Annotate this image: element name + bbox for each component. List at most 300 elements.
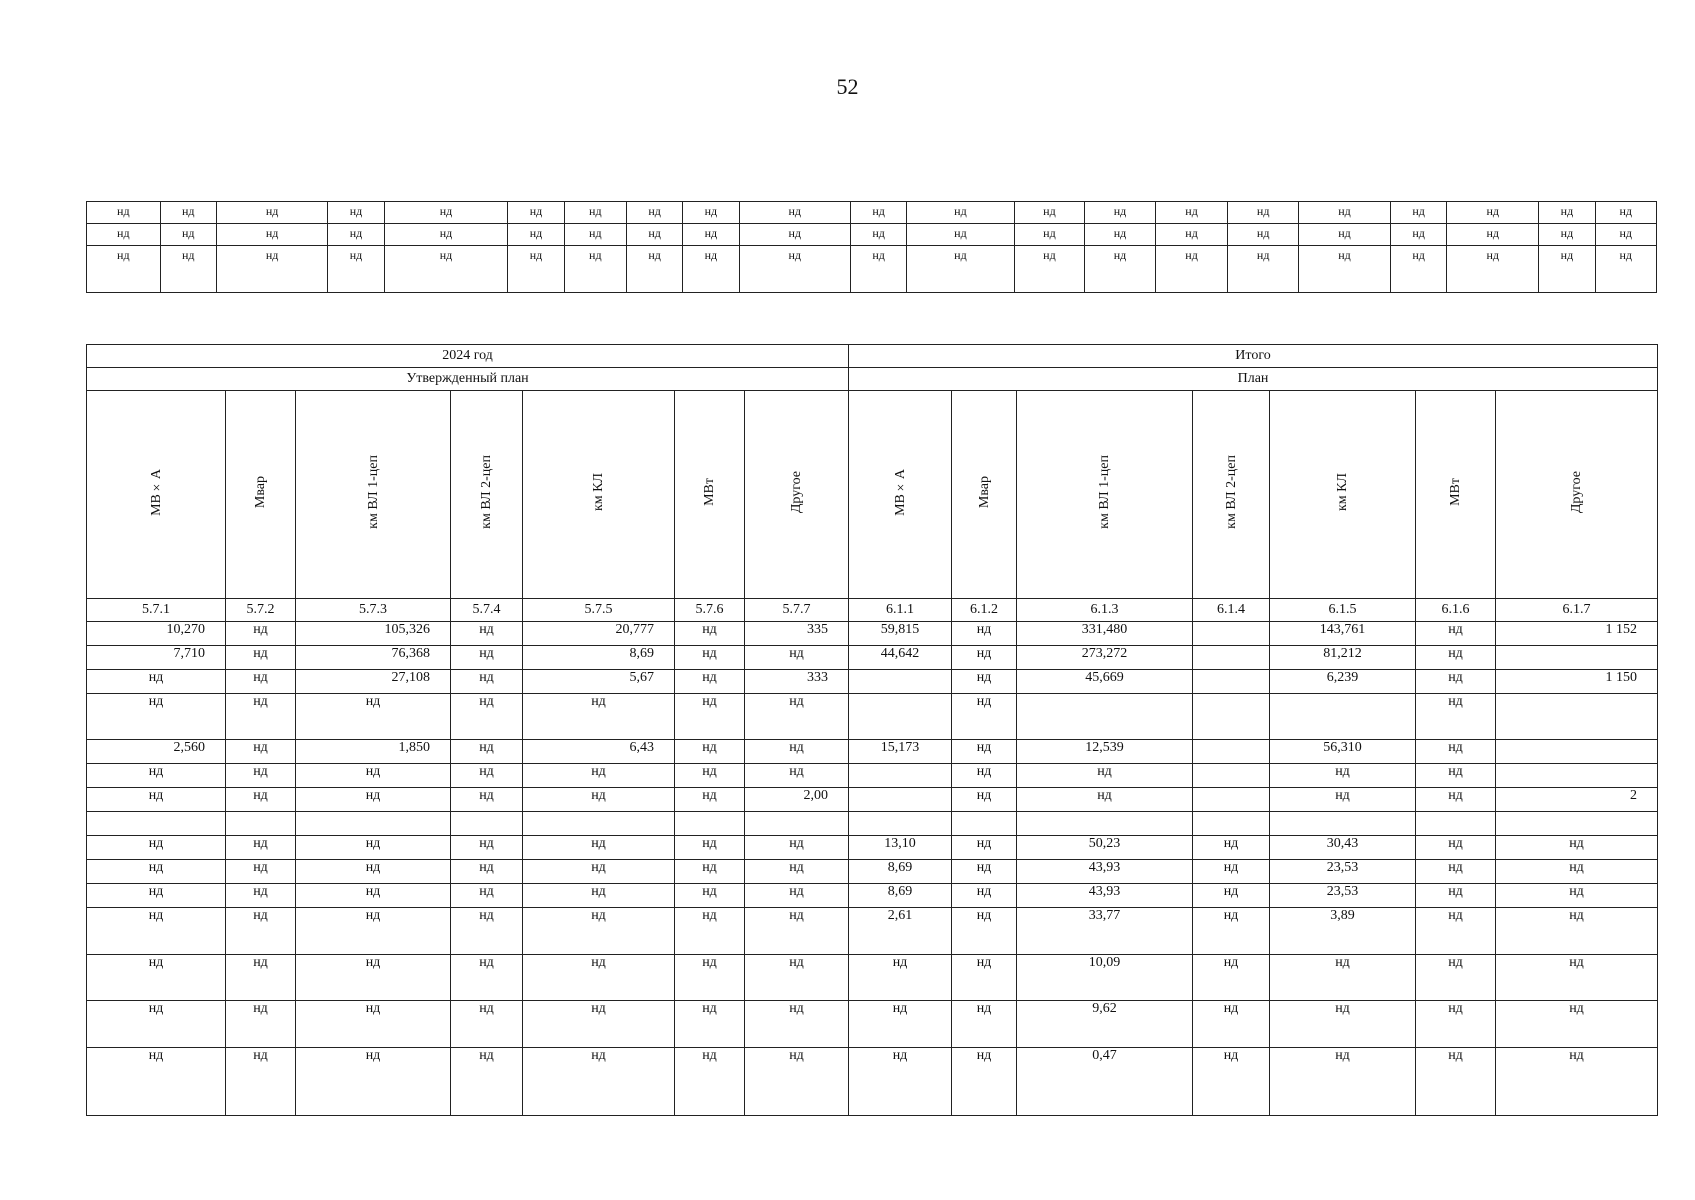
data-cell bbox=[1193, 812, 1270, 836]
data-cell: нд bbox=[226, 622, 296, 646]
data-row bbox=[87, 884, 1658, 908]
top-table-cell: нд bbox=[1447, 224, 1539, 246]
column-code: 6.1.4 bbox=[1193, 599, 1270, 622]
column-code: 6.1.6 bbox=[1416, 599, 1496, 622]
data-cell: 23,53 bbox=[1270, 860, 1416, 884]
data-cell: 43,93 bbox=[1017, 860, 1193, 884]
data-cell: нд bbox=[952, 694, 1017, 740]
data-cell: нд bbox=[87, 836, 226, 860]
top-table-cell: нд bbox=[216, 202, 327, 224]
column-code: 6.1.7 bbox=[1496, 599, 1658, 622]
data-cell: нд bbox=[226, 1048, 296, 1116]
data-cell: нд bbox=[952, 955, 1017, 1001]
data-cell bbox=[1496, 812, 1658, 836]
column-header bbox=[451, 391, 523, 599]
data-cell: нд bbox=[1416, 788, 1496, 812]
data-cell: 1 152 bbox=[1496, 622, 1658, 646]
data-cell: нд bbox=[675, 1001, 745, 1048]
data-cell: нд bbox=[87, 955, 226, 1001]
data-cell: 59,815 bbox=[849, 622, 952, 646]
column-header bbox=[745, 391, 849, 599]
top-table-cell: нд bbox=[1014, 224, 1085, 246]
data-cell: нд bbox=[745, 764, 849, 788]
data-cell: нд bbox=[296, 1001, 451, 1048]
data-cell: нд bbox=[1017, 764, 1193, 788]
data-cell: нд bbox=[1270, 788, 1416, 812]
data-cell: нд bbox=[1496, 908, 1658, 955]
data-row bbox=[87, 694, 1658, 740]
top-table-cell: нд bbox=[851, 224, 907, 246]
data-cell: нд bbox=[523, 1048, 675, 1116]
top-table-cell: нд bbox=[384, 246, 508, 293]
top-table-cell: нд bbox=[1595, 202, 1656, 224]
column-code: 5.7.2 bbox=[226, 599, 296, 622]
data-cell: нд bbox=[451, 1001, 523, 1048]
data-cell: 333 bbox=[745, 670, 849, 694]
data-cell bbox=[523, 812, 675, 836]
data-cell: нд bbox=[87, 860, 226, 884]
data-cell: нд bbox=[226, 836, 296, 860]
data-cell: нд bbox=[1496, 1001, 1658, 1048]
data-cell bbox=[226, 812, 296, 836]
data-cell: нд bbox=[745, 694, 849, 740]
column-code: 5.7.6 bbox=[675, 599, 745, 622]
top-table-cell: нд bbox=[1228, 202, 1299, 224]
data-cell: нд bbox=[1416, 622, 1496, 646]
data-cell: нд bbox=[296, 955, 451, 1001]
top-table-cell: нд bbox=[683, 202, 739, 224]
data-row bbox=[87, 836, 1658, 860]
data-cell: нд bbox=[849, 1048, 952, 1116]
data-cell: нд bbox=[87, 670, 226, 694]
data-cell bbox=[849, 812, 952, 836]
data-cell: 1,850 bbox=[296, 740, 451, 764]
top-table-cell: нд bbox=[907, 224, 1014, 246]
group-header-2024: 2024 год bbox=[87, 345, 849, 368]
data-cell bbox=[1496, 646, 1658, 670]
column-header-label: МВ×А bbox=[892, 468, 908, 516]
data-cell: 15,173 bbox=[849, 740, 952, 764]
data-cell: нд bbox=[675, 622, 745, 646]
column-code: 5.7.3 bbox=[296, 599, 451, 622]
data-cell: нд bbox=[296, 884, 451, 908]
data-cell: нд bbox=[226, 884, 296, 908]
data-cell: нд bbox=[675, 884, 745, 908]
top-table-cell: нд bbox=[627, 246, 683, 293]
data-cell: 13,10 bbox=[849, 836, 952, 860]
column-header bbox=[1496, 391, 1658, 599]
data-cell: нд bbox=[952, 884, 1017, 908]
data-cell: 335 bbox=[745, 622, 849, 646]
data-cell: нд bbox=[745, 1001, 849, 1048]
data-cell: нд bbox=[675, 836, 745, 860]
top-table-cell: нд bbox=[683, 224, 739, 246]
top-table-cell: нд bbox=[328, 246, 384, 293]
data-cell: нд bbox=[523, 836, 675, 860]
data-cell bbox=[87, 812, 226, 836]
data-cell bbox=[849, 670, 952, 694]
data-cell: нд bbox=[952, 860, 1017, 884]
data-cell: нд bbox=[226, 788, 296, 812]
data-cell: нд bbox=[675, 646, 745, 670]
data-cell bbox=[1496, 694, 1658, 740]
top-table-cell: нд bbox=[1390, 202, 1446, 224]
data-cell: нд bbox=[1496, 1048, 1658, 1116]
column-code: 5.7.7 bbox=[745, 599, 849, 622]
data-cell: нд bbox=[952, 836, 1017, 860]
data-cell: нд bbox=[296, 694, 451, 740]
data-cell: нд bbox=[675, 788, 745, 812]
data-row bbox=[87, 646, 1658, 670]
data-cell: 6,239 bbox=[1270, 670, 1416, 694]
column-header bbox=[296, 391, 451, 599]
column-header-label: км ВЛ 1-цеп bbox=[1097, 455, 1112, 529]
column-header-label: км ВЛ 2-цеп bbox=[1223, 455, 1239, 529]
data-cell: нд bbox=[523, 694, 675, 740]
top-table-cell: нд bbox=[1228, 246, 1299, 293]
data-cell: нд bbox=[1193, 884, 1270, 908]
column-header-label: км ВЛ 1-цеп bbox=[365, 455, 381, 529]
top-table-cell: нд bbox=[160, 202, 216, 224]
top-table-cell: нд bbox=[508, 246, 564, 293]
data-cell: нд bbox=[1193, 836, 1270, 860]
data-cell: нд bbox=[1416, 955, 1496, 1001]
column-header-label: км КЛ bbox=[591, 473, 606, 511]
data-cell: 5,67 bbox=[523, 670, 675, 694]
data-cell bbox=[1017, 812, 1193, 836]
data-cell: нд bbox=[675, 1048, 745, 1116]
data-cell: 143,761 bbox=[1270, 622, 1416, 646]
data-row bbox=[87, 622, 1658, 646]
data-cell: нд bbox=[1416, 646, 1496, 670]
data-cell: нд bbox=[226, 646, 296, 670]
data-cell: 3,89 bbox=[1270, 908, 1416, 955]
data-cell: нд bbox=[952, 788, 1017, 812]
column-header bbox=[675, 391, 745, 599]
data-cell: нд bbox=[952, 670, 1017, 694]
column-code: 5.7.5 bbox=[523, 599, 675, 622]
top-table-cell: нд bbox=[216, 246, 327, 293]
column-header bbox=[1193, 391, 1270, 599]
column-header bbox=[523, 391, 675, 599]
column-header bbox=[952, 391, 1017, 599]
data-cell bbox=[952, 812, 1017, 836]
data-cell: нд bbox=[952, 764, 1017, 788]
column-header bbox=[226, 391, 296, 599]
data-cell: 56,310 bbox=[1270, 740, 1416, 764]
data-cell bbox=[1496, 764, 1658, 788]
top-table-cell: нд bbox=[1014, 246, 1085, 293]
data-cell: нд bbox=[451, 622, 523, 646]
data-cell: 331,480 bbox=[1017, 622, 1193, 646]
column-header bbox=[1416, 391, 1496, 599]
top-table-cell: нд bbox=[160, 246, 216, 293]
data-cell bbox=[1416, 812, 1496, 836]
data-cell: нд bbox=[87, 788, 226, 812]
top-table-cell: нд bbox=[1298, 224, 1390, 246]
data-cell: нд bbox=[745, 836, 849, 860]
top-table-cell: нд bbox=[160, 224, 216, 246]
top-table-cell: нд bbox=[1539, 202, 1595, 224]
top-table-cell: нд bbox=[384, 202, 508, 224]
data-cell: нд bbox=[849, 1001, 952, 1048]
data-cell: нд bbox=[1416, 908, 1496, 955]
data-cell: 30,43 bbox=[1270, 836, 1416, 860]
top-table-cell: нд bbox=[907, 202, 1014, 224]
data-cell: 76,368 bbox=[296, 646, 451, 670]
data-cell: нд bbox=[451, 670, 523, 694]
data-cell: нд bbox=[1416, 860, 1496, 884]
data-cell bbox=[1017, 694, 1193, 740]
data-cell: нд bbox=[745, 646, 849, 670]
top-table-cell: нд bbox=[627, 224, 683, 246]
data-cell: нд bbox=[675, 860, 745, 884]
data-cell: нд bbox=[296, 1048, 451, 1116]
top-table-cell: нд bbox=[1228, 224, 1299, 246]
data-cell: нд bbox=[1193, 1001, 1270, 1048]
data-cell: нд bbox=[523, 764, 675, 788]
data-cell: нд bbox=[451, 764, 523, 788]
top-table-cell: нд bbox=[1155, 246, 1228, 293]
data-cell: нд bbox=[1270, 1048, 1416, 1116]
top-table-cell: нд bbox=[384, 224, 508, 246]
data-cell: 50,23 bbox=[1017, 836, 1193, 860]
top-table bbox=[86, 201, 1657, 293]
column-header-label: МВт bbox=[702, 478, 717, 506]
data-cell: нд bbox=[87, 908, 226, 955]
data-row bbox=[87, 670, 1658, 694]
data-cell: 2,560 bbox=[87, 740, 226, 764]
data-cell bbox=[451, 812, 523, 836]
column-code: 5.7.1 bbox=[87, 599, 226, 622]
data-cell: нд bbox=[451, 908, 523, 955]
top-table-cell: нд bbox=[1085, 224, 1156, 246]
data-cell: 27,108 bbox=[296, 670, 451, 694]
column-header-label: км ВЛ 2-цеп bbox=[479, 455, 494, 529]
top-table-cell: нд bbox=[564, 202, 626, 224]
data-cell: нд bbox=[226, 764, 296, 788]
data-cell: нд bbox=[1193, 860, 1270, 884]
data-cell: нд bbox=[451, 694, 523, 740]
column-header-label: МВт bbox=[1448, 478, 1463, 506]
top-table-cell: нд bbox=[1014, 202, 1085, 224]
top-table-cell: нд bbox=[683, 246, 739, 293]
top-table-cell: нд bbox=[1595, 224, 1656, 246]
data-row bbox=[87, 788, 1658, 812]
data-cell bbox=[675, 812, 745, 836]
data-cell: нд bbox=[451, 884, 523, 908]
data-cell: 7,710 bbox=[87, 646, 226, 670]
data-cell: нд bbox=[675, 764, 745, 788]
column-code: 6.1.5 bbox=[1270, 599, 1416, 622]
top-table-cell: нд bbox=[1085, 202, 1156, 224]
top-table-cell: нд bbox=[508, 202, 564, 224]
data-cell: нд bbox=[952, 1048, 1017, 1116]
data-cell: нд bbox=[675, 670, 745, 694]
data-cell: нд bbox=[451, 860, 523, 884]
data-cell: нд bbox=[1270, 955, 1416, 1001]
top-table-cell: нд bbox=[1390, 246, 1446, 293]
column-header-label: Мвар bbox=[976, 475, 992, 509]
data-cell: нд bbox=[451, 788, 523, 812]
data-cell bbox=[1193, 764, 1270, 788]
data-cell: нд bbox=[451, 646, 523, 670]
data-cell: 1 150 bbox=[1496, 670, 1658, 694]
top-table-cell: нд bbox=[564, 246, 626, 293]
column-header bbox=[1017, 391, 1193, 599]
page-number: 52 bbox=[836, 74, 859, 99]
data-row bbox=[87, 955, 1658, 1001]
data-cell: 8,69 bbox=[849, 884, 952, 908]
group-header-total: Итого bbox=[849, 345, 1658, 368]
column-header-label: Другое bbox=[789, 470, 804, 514]
data-cell: нд bbox=[523, 1001, 675, 1048]
data-cell: нд bbox=[451, 836, 523, 860]
top-table-cell: нд bbox=[739, 224, 850, 246]
column-header-label: МВ×А bbox=[148, 468, 164, 516]
data-cell: нд bbox=[745, 860, 849, 884]
top-table-cell: нд bbox=[1298, 202, 1390, 224]
data-cell: нд bbox=[296, 908, 451, 955]
data-cell: нд bbox=[1193, 955, 1270, 1001]
data-cell: нд bbox=[1193, 1048, 1270, 1116]
top-table-cell: нд bbox=[328, 202, 384, 224]
data-cell: 9,62 bbox=[1017, 1001, 1193, 1048]
data-row bbox=[87, 740, 1658, 764]
data-cell: 43,93 bbox=[1017, 884, 1193, 908]
data-cell: 2,61 bbox=[849, 908, 952, 955]
column-header-label: км КЛ bbox=[1335, 473, 1350, 511]
data-cell: 23,53 bbox=[1270, 884, 1416, 908]
top-table-cell: нд bbox=[1447, 246, 1539, 293]
data-cell: нд bbox=[451, 740, 523, 764]
data-cell: нд bbox=[1270, 1001, 1416, 1048]
data-cell: 81,212 bbox=[1270, 646, 1416, 670]
top-table-cell: нд bbox=[739, 202, 850, 224]
data-cell: нд bbox=[1496, 884, 1658, 908]
data-cell: нд bbox=[1416, 740, 1496, 764]
data-cell: нд bbox=[1416, 764, 1496, 788]
data-cell: 10,270 bbox=[87, 622, 226, 646]
data-cell: 12,539 bbox=[1017, 740, 1193, 764]
data-cell: нд bbox=[675, 740, 745, 764]
column-code: 6.1.2 bbox=[952, 599, 1017, 622]
data-cell: нд bbox=[1496, 860, 1658, 884]
data-cell: нд bbox=[523, 788, 675, 812]
data-cell: 105,326 bbox=[296, 622, 451, 646]
data-cell: нд bbox=[745, 908, 849, 955]
data-cell: нд bbox=[87, 884, 226, 908]
top-table-cell: нд bbox=[216, 224, 327, 246]
top-table-cell: нд bbox=[1539, 224, 1595, 246]
top-table-cell: нд bbox=[1595, 246, 1656, 293]
data-row bbox=[87, 1001, 1658, 1048]
data-cell: 6,43 bbox=[523, 740, 675, 764]
top-table-cell: нд bbox=[1155, 202, 1228, 224]
data-cell: нд bbox=[745, 955, 849, 1001]
data-cell: 273,272 bbox=[1017, 646, 1193, 670]
data-cell: нд bbox=[226, 694, 296, 740]
data-cell: нд bbox=[226, 908, 296, 955]
data-cell: нд bbox=[296, 788, 451, 812]
data-cell: 45,669 bbox=[1017, 670, 1193, 694]
column-code: 6.1.1 bbox=[849, 599, 952, 622]
data-cell: нд bbox=[226, 955, 296, 1001]
data-cell: нд bbox=[952, 622, 1017, 646]
data-cell bbox=[1193, 622, 1270, 646]
data-cell: нд bbox=[226, 860, 296, 884]
data-cell: нд bbox=[523, 908, 675, 955]
data-row bbox=[87, 764, 1658, 788]
data-cell bbox=[745, 812, 849, 836]
data-cell: 20,777 bbox=[523, 622, 675, 646]
data-cell: 33,77 bbox=[1017, 908, 1193, 955]
data-cell: нд bbox=[87, 694, 226, 740]
data-cell bbox=[1193, 694, 1270, 740]
top-table-row bbox=[87, 246, 1657, 293]
data-cell: нд bbox=[451, 955, 523, 1001]
data-cell bbox=[1270, 812, 1416, 836]
top-table-cell: нд bbox=[907, 246, 1014, 293]
data-cell: нд bbox=[1193, 908, 1270, 955]
top-table-cell: нд bbox=[1085, 246, 1156, 293]
data-cell: нд bbox=[952, 740, 1017, 764]
data-cell bbox=[849, 764, 952, 788]
top-table-cell: нд bbox=[1298, 246, 1390, 293]
data-cell: нд bbox=[1416, 1048, 1496, 1116]
top-table-cell: нд bbox=[328, 224, 384, 246]
top-table-cell: нд bbox=[564, 224, 626, 246]
column-header bbox=[1270, 391, 1416, 599]
subheader-approved-plan: Утвержденный план bbox=[87, 368, 849, 391]
data-cell: нд bbox=[523, 860, 675, 884]
top-table-row bbox=[87, 202, 1657, 224]
data-row bbox=[87, 1048, 1658, 1116]
data-cell bbox=[1193, 670, 1270, 694]
data-cell: нд bbox=[1416, 884, 1496, 908]
data-cell: нд bbox=[849, 955, 952, 1001]
data-cell: нд bbox=[745, 884, 849, 908]
top-table-cell: нд bbox=[739, 246, 850, 293]
column-header bbox=[87, 391, 226, 599]
top-table-cell: нд bbox=[851, 246, 907, 293]
data-cell bbox=[1270, 694, 1416, 740]
column-code: 5.7.4 bbox=[451, 599, 523, 622]
data-cell: нд bbox=[675, 694, 745, 740]
data-cell: нд bbox=[1017, 788, 1193, 812]
data-row bbox=[87, 812, 1658, 836]
data-cell: нд bbox=[523, 955, 675, 1001]
data-cell: 2,00 bbox=[745, 788, 849, 812]
column-header bbox=[849, 391, 952, 599]
data-cell: нд bbox=[87, 764, 226, 788]
data-cell: нд bbox=[523, 884, 675, 908]
data-row bbox=[87, 860, 1658, 884]
data-cell: 0,47 bbox=[1017, 1048, 1193, 1116]
data-cell: нд bbox=[952, 1001, 1017, 1048]
column-code: 6.1.3 bbox=[1017, 599, 1193, 622]
data-cell bbox=[1496, 740, 1658, 764]
data-cell: нд bbox=[451, 1048, 523, 1116]
data-cell bbox=[1193, 788, 1270, 812]
data-cell: нд bbox=[675, 955, 745, 1001]
data-cell: нд bbox=[745, 1048, 849, 1116]
data-row bbox=[87, 908, 1658, 955]
data-cell: нд bbox=[675, 908, 745, 955]
data-cell: нд bbox=[87, 1001, 226, 1048]
data-cell: 44,642 bbox=[849, 646, 952, 670]
data-cell bbox=[1193, 740, 1270, 764]
